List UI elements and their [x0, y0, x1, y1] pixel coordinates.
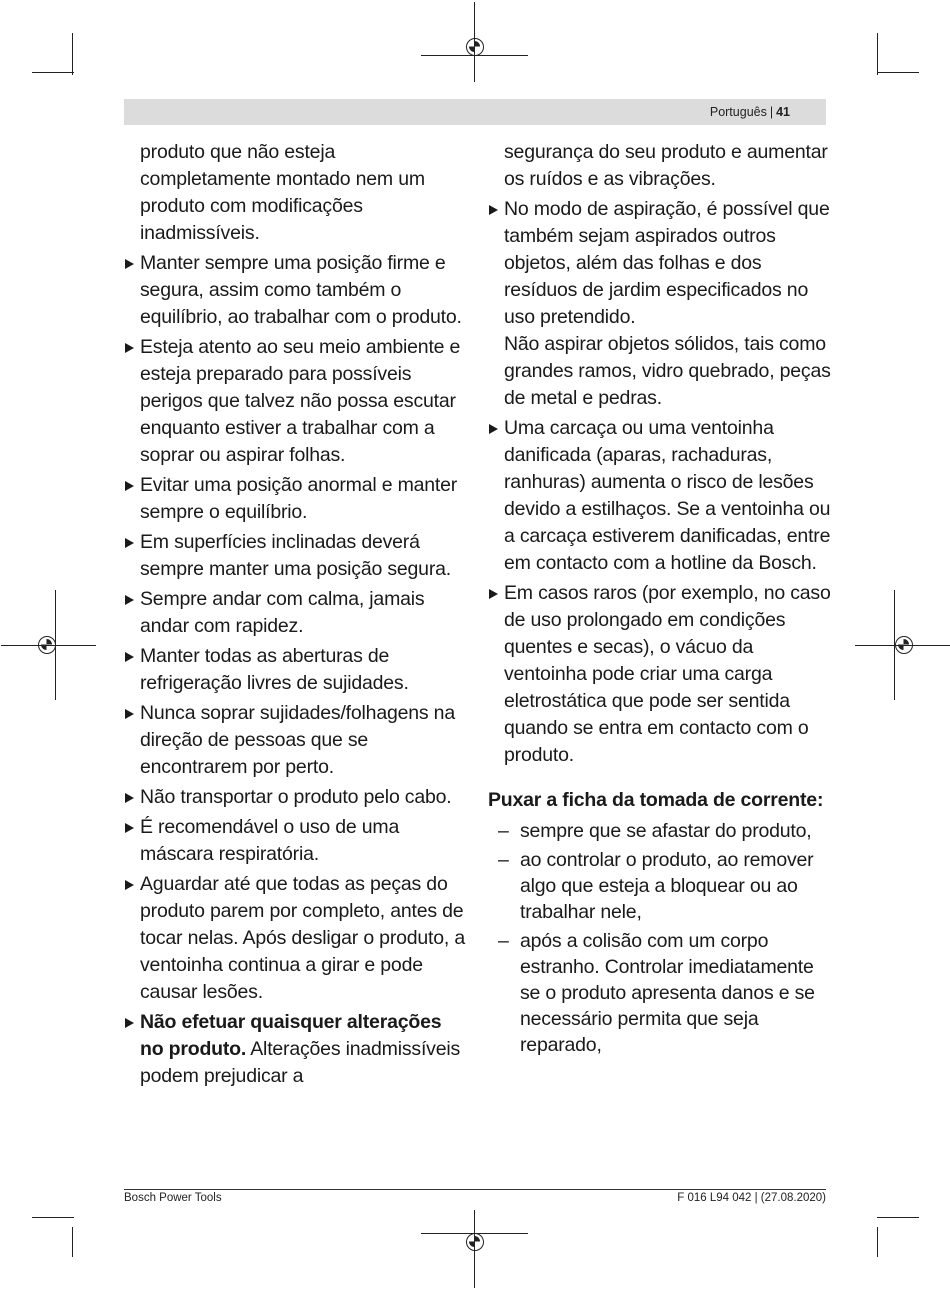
- safety-bullet: [124, 784, 469, 811]
- dash-list-item: [488, 818, 833, 844]
- bullet-note: Não aspirar objetos sólidos, tais como grandes ramos, vidro quebrado, peças de metal e pedras.: [504, 333, 831, 409]
- dash-item-text: após a colisão com um corpo estranho. Controlar imediatamente se o produto apresenta danos e se necessário permita que seja reparado,: [520, 930, 815, 1056]
- bullet-text: Nunca soprar sujidades/folhagens na direção de pessoas que se encontrarem por perto.: [140, 702, 455, 778]
- crop-mark: [32, 72, 74, 73]
- footer-divider: [124, 1189, 826, 1190]
- safety-bullet: [124, 1009, 469, 1090]
- triangle-bullet-icon: [125, 481, 134, 491]
- dash-item-text: ao controlar o produto, ao remover algo que esteja a bloquear ou ao trabalhar nele,: [520, 849, 814, 923]
- triangle-bullet-icon: [125, 823, 134, 833]
- continued-paragraph: segurança do seu produto e aumentar os ruídos e as vibrações.: [504, 141, 828, 190]
- triangle-bullet-icon: [489, 424, 498, 434]
- safety-bullet: [124, 250, 469, 331]
- crop-mark: [877, 72, 919, 73]
- safety-bullet: [488, 196, 833, 412]
- dash-item-text: sempre que se afastar do produto,: [520, 820, 812, 842]
- continued-paragraph: produto que não esteja completamente montado nem um produto com modificações inadmissíveis.: [140, 141, 425, 244]
- bullet-text: Uma carcaça ou uma ventoinha danificada (aparas, rachaduras, ranhuras) aumenta o risco de lesões devido a estilhaços. Se a ventoinha ou a carcaça estiverem danificadas, entre em contacto com a hotline da Bosch.: [504, 417, 831, 574]
- triangle-bullet-icon: [125, 880, 134, 890]
- crop-mark: [877, 33, 878, 75]
- registration-mark-icon: [466, 38, 484, 56]
- safety-bullet: [124, 529, 469, 583]
- safety-bullet: [124, 334, 469, 469]
- crop-mark: [877, 1217, 919, 1218]
- triangle-bullet-icon: [125, 793, 134, 803]
- safety-bullet: [124, 700, 469, 781]
- triangle-bullet-icon: [489, 205, 498, 215]
- dash-list-item: [488, 847, 833, 925]
- bullet-text: É recomendável o uso de uma máscara respiratória.: [140, 816, 400, 865]
- registration-mark-icon: [466, 1233, 484, 1251]
- triangle-bullet-icon: [125, 538, 134, 548]
- bullet-text: Não transportar o produto pelo cabo.: [140, 786, 452, 808]
- dash-bullet: –: [498, 849, 509, 871]
- safety-bullet: [124, 643, 469, 697]
- safety-bullet: [124, 472, 469, 526]
- dash-bullet: –: [498, 820, 509, 842]
- triangle-bullet-icon: [125, 343, 134, 353]
- bullet-text: Sempre andar com calma, jamais andar com rapidez.: [140, 588, 425, 637]
- triangle-bullet-icon: [125, 709, 134, 719]
- footer-document-reference: F 016 L94 042 | (27.08.2020): [677, 1192, 826, 1204]
- crop-mark: [877, 1227, 878, 1257]
- triangle-bullet-icon: [489, 589, 498, 599]
- left-column: [124, 139, 469, 1093]
- footer-brand: Bosch Power Tools: [124, 1192, 222, 1204]
- bullet-text: Evitar uma posição anormal e manter sempre o equilíbrio.: [140, 474, 458, 523]
- crop-mark: [32, 1217, 74, 1218]
- safety-bullet: [124, 871, 469, 1006]
- safety-bullet: [488, 580, 833, 769]
- triangle-bullet-icon: [125, 595, 134, 605]
- triangle-bullet-icon: [125, 652, 134, 662]
- crop-mark: [72, 33, 73, 75]
- triangle-bullet-icon: [125, 259, 134, 269]
- triangle-bullet-icon: [125, 1018, 134, 1028]
- bullet-text: Em casos raros (por exemplo, no caso de uso prolongado em condições quentes e secas), o vácuo da ventoinha pode criar uma carga eletrostática que pode ser sentida quando se entra em contacto com o produto.: [504, 582, 831, 766]
- bullet-text: Manter sempre uma posição firme e segura, assim como também o equilíbrio, ao trabalhar com o produto.: [140, 252, 462, 328]
- bullet-text: Alterações inadmissíveis podem prejudicar a: [140, 1038, 461, 1087]
- bullet-bold-text: Não efetuar quaisquer alterações no produto.: [140, 1011, 442, 1060]
- registration-mark-icon: [895, 636, 913, 654]
- bullet-text: Esteja atento ao seu meio ambiente e esteja preparado para possíveis perigos que talvez não possa escutar enquanto estiver a trabalhar com a soprar ou aspirar folhas.: [140, 336, 461, 466]
- dash-bullet: –: [498, 930, 509, 952]
- bullet-text: No modo de aspiração, é possível que também sejam aspirados outros objetos, além das folhas e dos resíduos de jardim especificados no uso pretendido.: [504, 198, 830, 328]
- safety-bullet: [124, 586, 469, 640]
- bullet-text: Em superfícies inclinadas deverá sempre manter uma posição segura.: [140, 531, 451, 580]
- page-header: [124, 99, 826, 125]
- crop-mark: [72, 1227, 73, 1257]
- bullet-text: Manter todas as aberturas de refrigeração livres de sujidades.: [140, 645, 409, 694]
- language-name: Português: [709, 105, 767, 119]
- page-number: 41: [776, 105, 790, 119]
- section-heading: Puxar a ficha da tomada de corrente:: [488, 789, 824, 811]
- registration-mark-icon: [38, 636, 56, 654]
- dash-list-item: [488, 928, 833, 1058]
- header-language-label: [710, 105, 790, 119]
- right-column: [488, 139, 833, 1061]
- safety-bullet: [488, 415, 833, 577]
- header-separator: |: [769, 105, 774, 119]
- bullet-text: Aguardar até que todas as peças do produto parem por completo, antes de tocar nelas. Após desligar o produto, a ventoinha continua a girar e pode causar lesões.: [140, 873, 465, 1003]
- safety-bullet: [124, 814, 469, 868]
